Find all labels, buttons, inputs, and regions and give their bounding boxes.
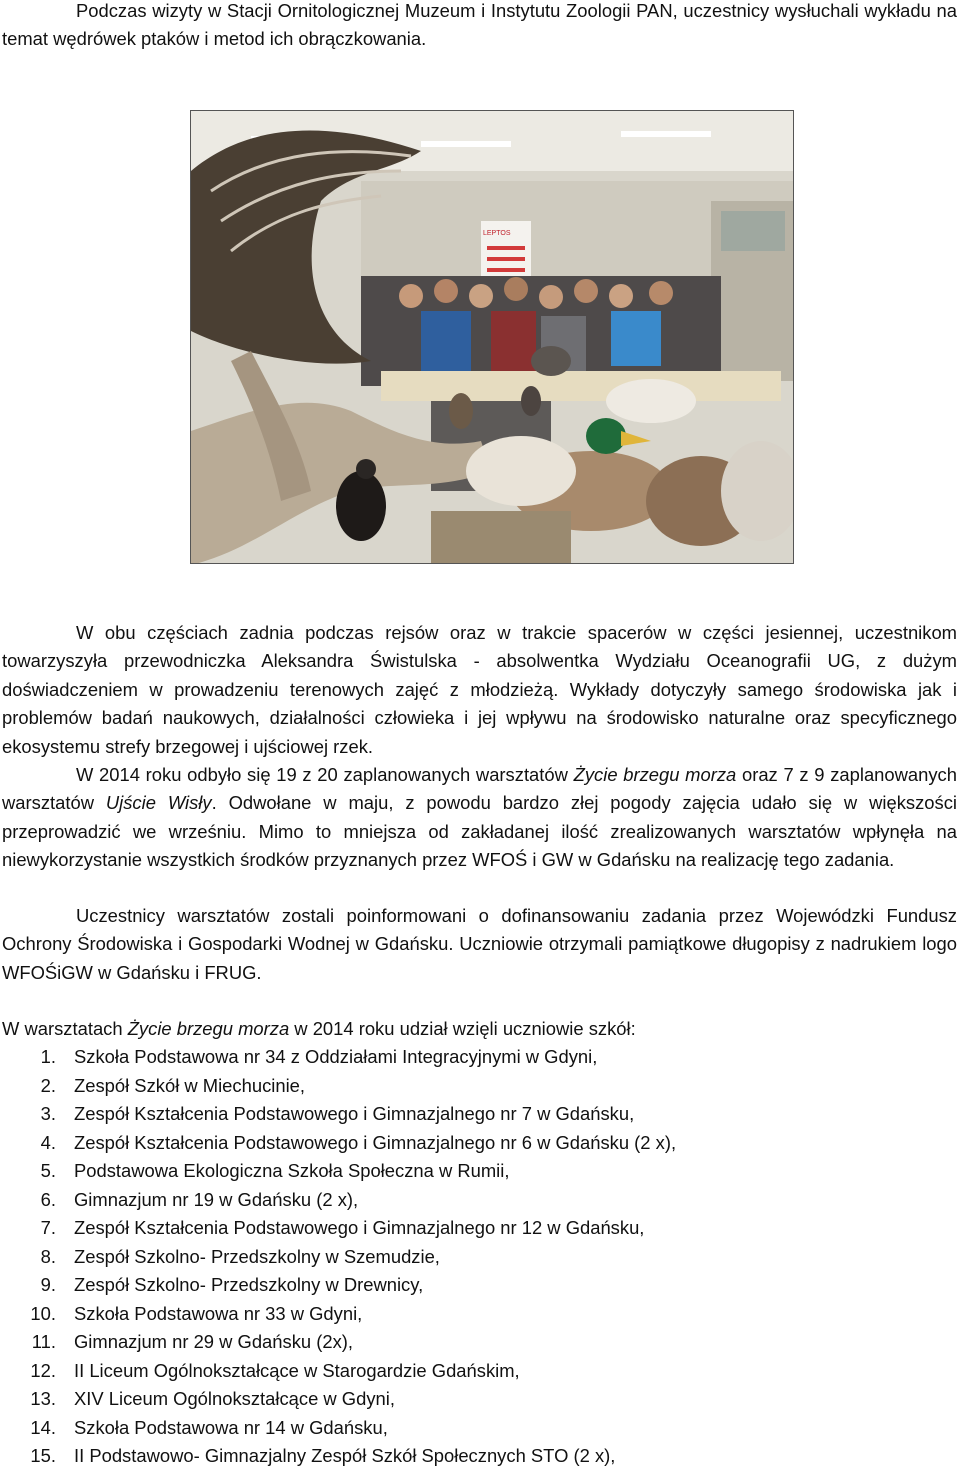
list-item: 11. Gimnazjum nr 29 w Gdańsku (2x), (31, 1331, 354, 1352)
list-item: 8. Zespół Szkolno- Przedszkolny w Szemudzie, (40, 1245, 440, 1267)
museum-lecture-photo (190, 110, 794, 564)
list-item: 9. Zespół Szkolno- Przedszkolny w Drewnicy, (40, 1274, 424, 1295)
schools-list (0, 1043, 676, 1471)
paragraph-workshops: W 2014 roku odbyło się 19 z 20 zaplanowanych warsztatów Życie brzegu morza oraz 7 z 9 zaplanowanych warsztatów Ujście Wisły. Odwołane w maju, z powodu bardzo złej pogody zajęcia udało się w większości przeprowadzić we wrześniu. Mimo to mniejsza od zakładanej ilość zrealizowanych warsztatów wpłynęła na niewykorzystanie wszystkich środków przyznanych przez WFOŚ i GW w Gdańsku na realizację tego zadania. (2, 764, 957, 871)
list-item: 5. Podstawowa Ekologiczna Szkoła Społeczna w Rumii, (40, 1160, 510, 1181)
list-item: 13. XIV Liceum Ogólnokształcące w Gdyni, (30, 1388, 395, 1409)
list-item: 7. Zespół Kształcenia Podstawowego i Gimnazjalnego nr 12 w Gdańsku, (40, 1217, 645, 1238)
list-item: 2. Zespół Szkół w Miechucinie, (40, 1074, 305, 1096)
list-item: 14. Szkoła Podstawowa nr 14 w Gdańsku, (30, 1416, 388, 1438)
list-item: 10. Szkoła Podstawowa nr 33 w Gdyni, (30, 1302, 363, 1324)
list-intro: W warsztatach Życie brzegu morza w 2014 roku udział wzięli uczniowie szkół: (2, 1018, 636, 1039)
poster-text: LEPTOS (483, 230, 511, 237)
list-item: 12. II Liceum Ogólnokształcące w Starogardzie Gdańskim, (30, 1359, 520, 1381)
list-item: 4. Zespół Kształcenia Podstawowego i Gimnazjalnego nr 6 w Gdańsku (2 x), (40, 1131, 677, 1153)
list-item: 3. Zespół Kształcenia Podstawowego i Gimnazjalnego nr 7 w Gdańsku, (40, 1103, 635, 1124)
list-item: 15. II Podstawowo- Gimnazjalny Zespół Szkół Społecznych STO (2 x), (30, 1445, 616, 1466)
paragraph-guide: W obu częściach zadnia podczas rejsów oraz w trakcie spacerów w części jesiennej, uczestnikom towarzyszyła przewodniczka Aleksandra Świstulska - absolwentka Wydziału Oceanografii UG, z dużym doświadczeniem w prowadzeniu terenowych zajęć z młodzieżą. Wykłady dotyczyły samego środowiska jak i problemów badań naukowych, działalności człowieka i jej wpływu na środowisko naturalne oraz specyficznego ekosystemu strefy brzegowej i ujściowej rzek. (2, 622, 957, 757)
list-item: 6. Gimnazjum nr 19 w Gdańsku (2 x), (40, 1188, 359, 1210)
paragraph-funding: Uczestnicy warsztatów zostali poinformowani o dofinansowaniu zadania przez Wojewódzki Fundusz Ochrony Środowiska i Gospodarki Wodnej w Gdańsku. Uczniowie otrzymali pamiątkowe długopisy z nadrukiem logo WFOŚiGW w Gdańsku i FRUG. (2, 905, 957, 983)
list-item: 1. Szkoła Podstawowa nr 34 z Oddziałami Integracyjnymi w Gdyni, (40, 1046, 598, 1067)
intro-paragraph: Podczas wizyty w Stacji Ornitologicznej Muzeum i Instytutu Zoologii PAN, uczestnicy wysłuchali wykładu na temat wędrówek ptaków i metod ich obrączkowania. (2, 0, 957, 50)
